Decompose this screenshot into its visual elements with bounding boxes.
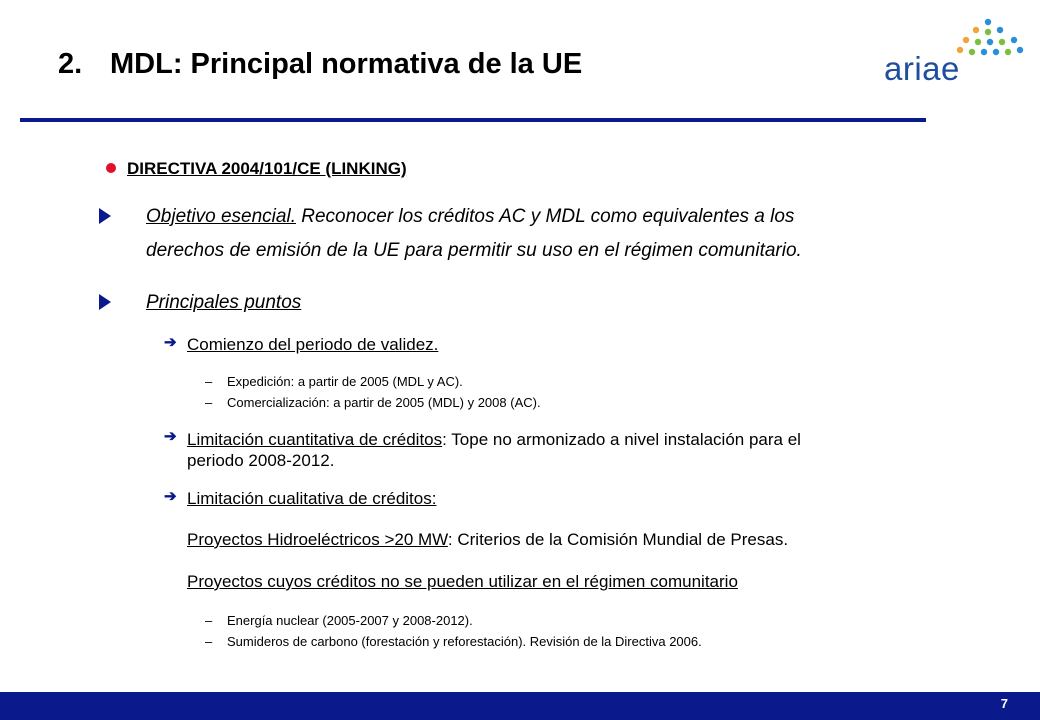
quant-line2: periodo 2008-2012. (187, 451, 335, 470)
red-bullet-icon (106, 163, 116, 173)
title-number: 2. (58, 48, 83, 80)
directive-heading: DIRECTIVA 2004/101/CE (LINKING) (127, 159, 407, 178)
title-text: MDL: Principal normativa de la UE (110, 48, 583, 80)
arrow-bullet-icon: ➔ (164, 488, 177, 505)
triangle-bullet-icon (99, 208, 111, 224)
title-divider (20, 118, 926, 122)
logo-text: ariae (884, 50, 960, 87)
page-number: 7 (1000, 696, 1008, 711)
arrow-bullet-icon: ➔ (164, 428, 177, 445)
objective-label: Objetivo esencial. (146, 206, 296, 227)
validity-item: – Expedición: a partir de 2005 (MDL y AC). (205, 374, 463, 389)
quant-paragraph (187, 429, 801, 471)
hydro-line (187, 530, 788, 550)
objective-line2: derechos de emisión de la UE para permitir su uso en el régimen comunitario. (146, 240, 802, 261)
objective-line1: Reconocer los créditos AC y MDL como equivalentes a los (295, 206, 795, 227)
hydro-text: : Criterios de la Comisión Mundial de Presas. (447, 530, 789, 549)
quant-text: : Tope no armonizado a nivel instalación para el (442, 430, 801, 449)
excluded-item: – Energía nuclear (2005-2007 y 2008-2012). (205, 613, 473, 628)
qual-label: Limitación cualitativa de créditos: (187, 489, 437, 508)
triangle-bullet-icon (99, 294, 111, 310)
points-label: Principales puntos (146, 292, 302, 313)
validity-label: Comienzo del periodo de validez. (187, 335, 439, 354)
quant-label: Limitación cuantitativa de créditos (187, 430, 443, 449)
hydro-label: Proyectos Hidroeléctricos >20 MW (187, 530, 448, 549)
footer-bar (0, 692, 1040, 720)
arrow-bullet-icon: ➔ (164, 334, 177, 351)
excluded-item: – Sumideros de carbono (forestación y reforestación). Revisión de la Directiva 2006. (205, 634, 702, 649)
page-title (58, 48, 582, 81)
validity-item: – Comercialización: a partir de 2005 (MDL) y 2008 (AC). (205, 395, 541, 410)
objective-paragraph (146, 200, 1006, 268)
excluded-label: Proyectos cuyos créditos no se pueden utilizar en el régimen comunitario (187, 572, 738, 591)
